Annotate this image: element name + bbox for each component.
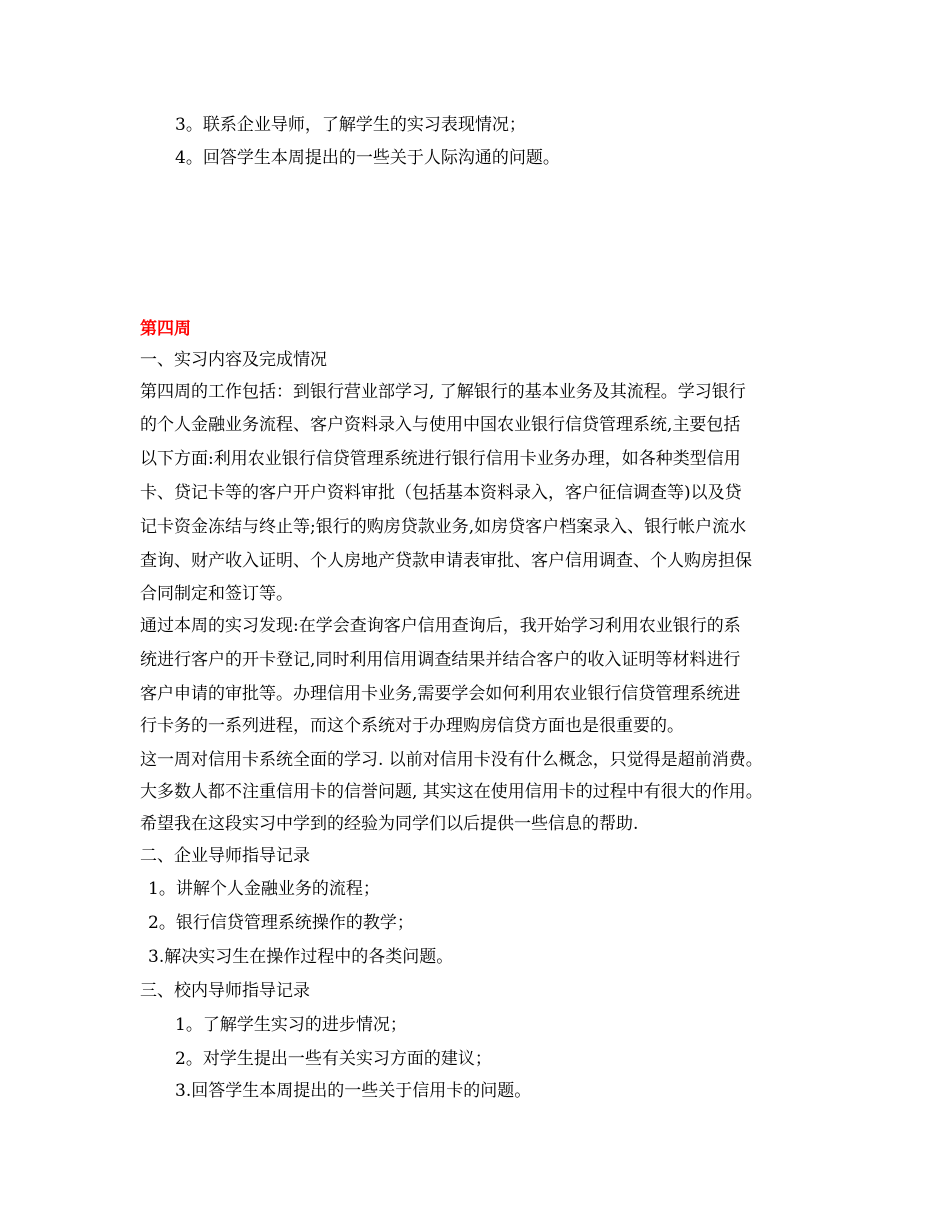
top-list-item-3: 3。联系企业导师，了解学生的实习表现情况； [175,115,526,135]
paragraph1-line: 以下方面:利用农业银行信贷管理系统进行银行信用卡业务办理，如各种类型信用 [140,449,741,469]
section2-item: 1。讲解个人金融业务的流程； [148,879,380,899]
paragraph3-line: 大多数人都不注重信用卡的信誉问题, 其实这在使用信用卡的过程中有很大的作用。 [140,782,763,802]
paragraph3-line: 这一周对信用卡系统全面的学习. 以前对信用卡没有什么概念，只觉得是超前消费。 [140,750,763,770]
paragraph1-line: 合同制定和签订等。 [140,584,293,604]
section3-title: 三、校内导师指导记录 [140,981,310,1001]
week-heading: 第四周 [140,319,191,339]
paragraph2-line: 行卡务的一系列进程，而这个系统对于办理购房信贷方面也是很重要的。 [140,716,684,736]
paragraph1-line: 的个人金融业务流程、客户资料录入与使用中国农业银行信贷管理系统,主要包括 [140,415,741,435]
section3-item: 2。对学生提出一些有关实习方面的建议； [175,1049,492,1069]
paragraph1-line: 卡、贷记卡等的客户开户资料审批（包括基本资料录入，客户征信调查等)以及贷 [140,483,742,503]
paragraph2-line: 统进行客户的开卡登记,同时利用信用调查结果并结合客户的收入证明等材料进行 [140,650,741,670]
section1-title: 一、实习内容及完成情况 [140,350,327,370]
top-list-item-4: 4。回答学生本周提出的一些关于人际沟通的问题。 [175,148,560,168]
section3-item: 1。了解学生实习的进步情况； [175,1015,407,1035]
section3-item: 3.回答学生本周提出的一些关于信用卡的问题。 [175,1081,532,1101]
paragraph2-line: 客户申请的审批等。办理信用卡业务,需要学会如何利用农业银行信贷管理系统进 [140,684,741,704]
section2-title: 二、企业导师指导记录 [140,846,310,866]
paragraph2-line: 通过本周的实习发现:在学会查询客户信用查询后，我开始学习利用农业银行的系 [140,616,741,636]
paragraph1-line: 第四周的工作包括：到银行营业部学习, 了解银行的基本业务及其流程。学习银行 [140,382,746,402]
section2-item: 2。银行信贷管理系统操作的教学； [148,913,414,933]
paragraph1-line: 记卡资金冻结与终止等;银行的购房贷款业务,如房贷客户档案录入、银行帐户流水 [140,517,747,537]
paragraph3-line: 希望我在这段实习中学到的经验为同学们以后提供一些信息的帮助. [140,814,639,834]
paragraph1-line: 查询、财产收入证明、个人房地产贷款申请表审批、客户信用调查、个人购房担保 [140,551,752,571]
section2-item: 3.解决实习生在操作过程中的各类问题。 [148,947,454,967]
